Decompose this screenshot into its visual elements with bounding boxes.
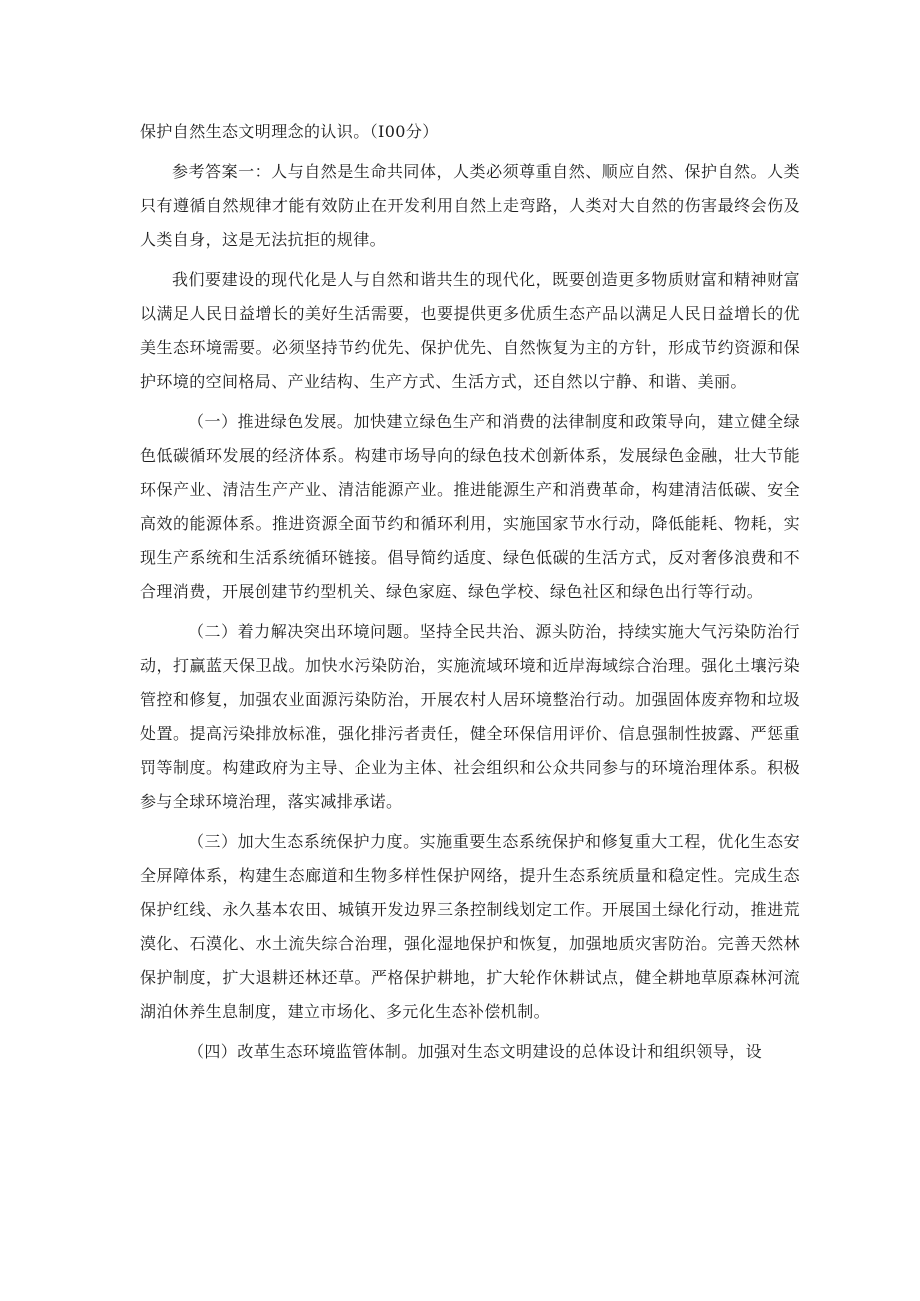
paragraph-environmental-problems: （二）着力解决突出环境问题。坚持全民共治、源头防治，持续实施大气污染防治行动，打赢蓝天保卫战。加快水污染防治，实施流域环境和近岸海域综合治理。强化土壤污染管控和修复，加强农业面源污染防治，开展农村人居环境整治行动。加强固体废弃物和垃圾处置。提高污染排放标准，强化排污者责任，健全环保信用评价、信息强制性披露、严惩重罚等制度。构建政府为主导、企业为主体、社会组织和公众共同参与的环境治理体系。积极参与全球环境治理，落实减排承诺。 <box>140 622 800 811</box>
paragraph-reference-answer: 参考答案一：人与自然是生命共同体，人类必须尊重自然、顺应自然、保护自然。人类只有遵循自然规律才能有效防止在开发利用自然上走弯路，人类对大自然的伤害最终会伤及人类自身，这是无法抗拒的规律。 <box>140 162 800 249</box>
paragraph-question-tail: 保护自然生态文明理念的认识。（I00分） <box>140 122 439 141</box>
paragraph-regulatory-reform: （四）改革生态环境监管体制。加强对生态文明建设的总体设计和组织领导，设 <box>188 1042 763 1061</box>
paragraph-modernization: 我们要建设的现代化是人与自然和谐共生的现代化，既要创造更多物质财富和精神财富以满足人民日益增长的美好生活需要，也要提供更多优质生态产品以满足人民日益增长的优美生态环境需要。必须坚持节约优先、保护优先、自然恢复为主的方针，形成节约资源和保护环境的空间格局、产业结构、生产方式、生活方式，还自然以宁静、和谐、美丽。 <box>140 270 800 391</box>
paragraph-ecosystem-protection: （三）加大生态系统保护力度。实施重要生态系统保护和修复重大工程，优化生态安全屏障体系，构建生态廊道和生物多样性保护网络，提升生态系统质量和稳定性。完成生态保护红线、永久基本农田、城镇开发边界三条控制线划定工作。开展国土绿化行动，推进荒漠化、石漠化、水土流失综合治理，强化湿地保护和恢复，加强地质灾害防治。完善天然林保护制度，扩大退耕还林还草。严格保护耕地，扩大轮作休耕试点，健全耕地草原森林河流湖泊休养生息制度，建立市场化、多元化生态补偿机制。 <box>140 832 800 1021</box>
paragraph-green-development: （一）推进绿色发展。加快建立绿色生产和消费的法律制度和政策导向，建立健全绿色低碳循环发展的经济体系。构建市场导向的绿色技术创新体系，发展绿色金融，壮大节能环保产业、清洁生产产业、清洁能源产业。推进能源生产和消费革命，构建清洁低碳、安全高效的能源体系。推进资源全面节约和循环利用，实施国家节水行动，降低能耗、物耗，实现生产系统和生活系统循环链接。倡导简约适度、绿色低碳的生活方式，反对奢侈浪费和不合理消费，开展创建节约型机关、绿色家庭、绿色学校、绿色社区和绿色出行等行动。 <box>140 412 800 601</box>
document-body <box>140 115 800 1075</box>
